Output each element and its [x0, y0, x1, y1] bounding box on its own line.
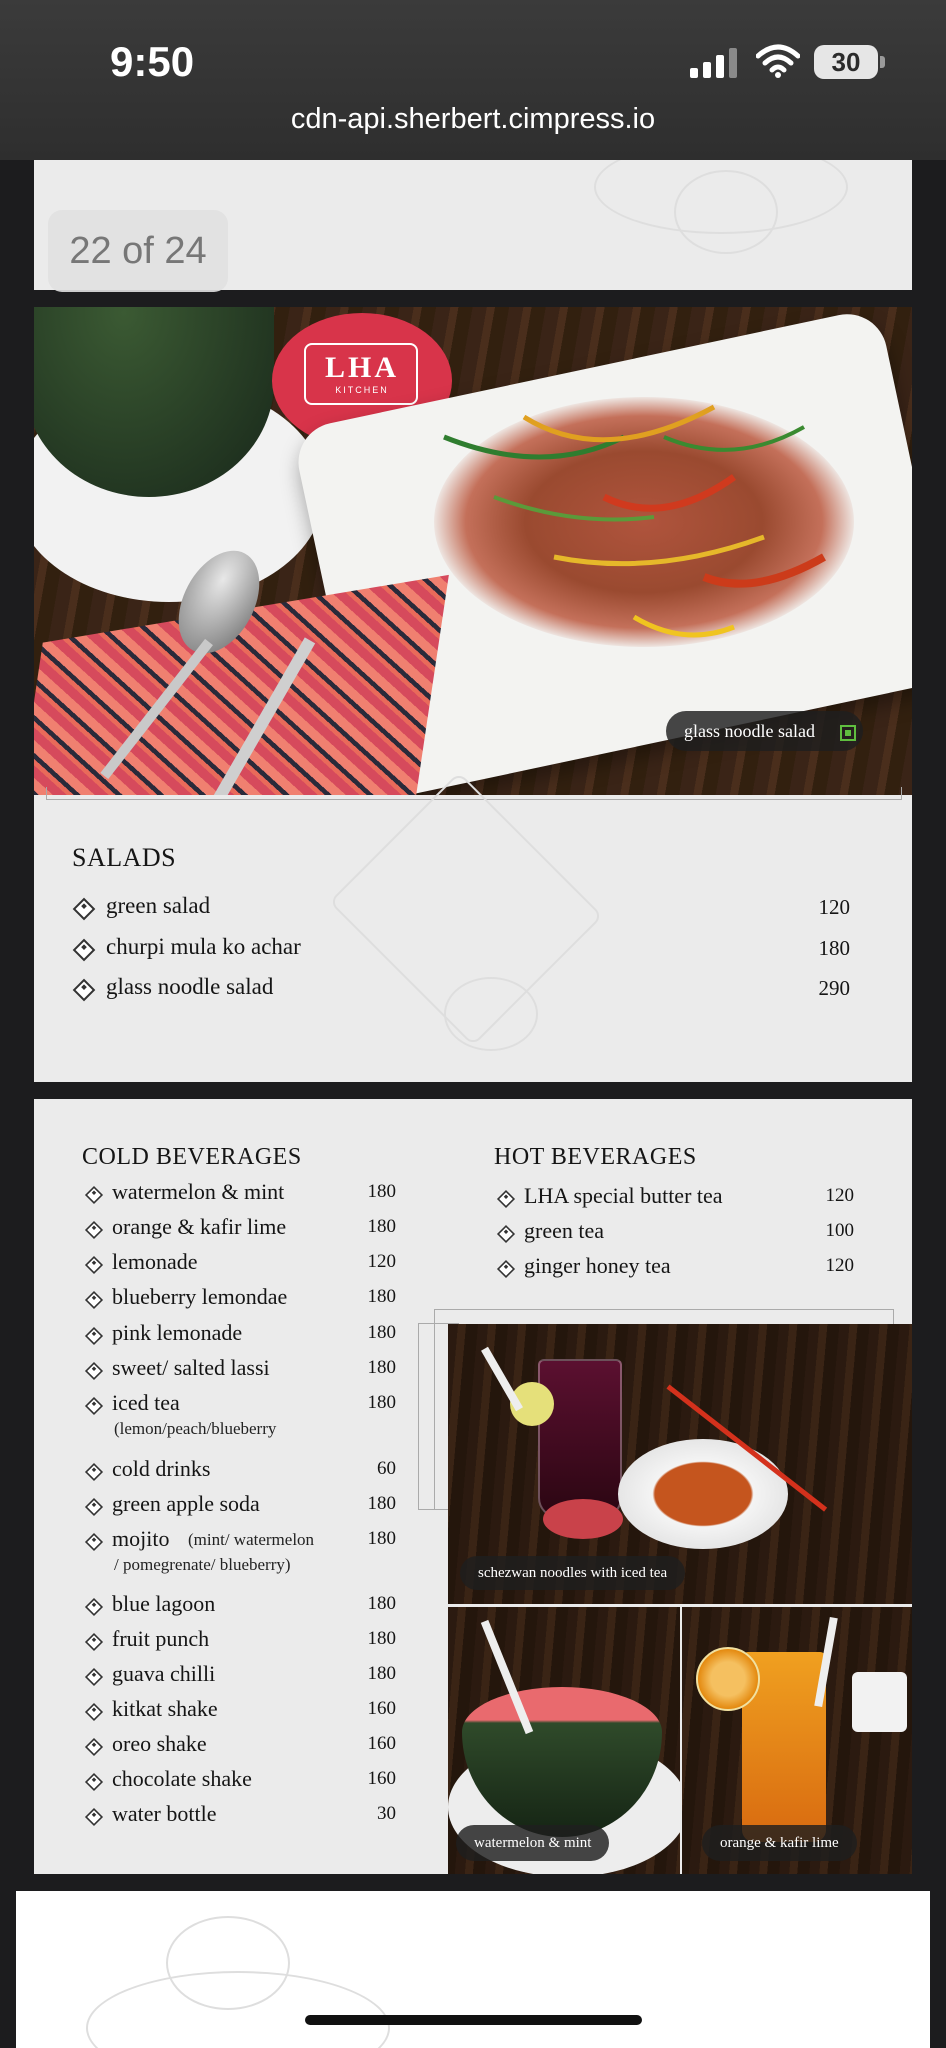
pdf-page-beverages: [34, 1099, 912, 1874]
item-price: 60: [377, 1458, 396, 1479]
menu-item: [86, 1179, 396, 1211]
diamond-bullet-icon: [497, 1260, 515, 1278]
item-price: 180: [367, 1181, 396, 1202]
battery-icon: 30: [814, 45, 878, 79]
item-price: 180: [367, 1628, 396, 1649]
diamond-bullet-icon: [85, 1633, 103, 1651]
salads-title: SALADS: [72, 843, 177, 872]
menu-item: [86, 1661, 396, 1693]
item-price: 100: [825, 1220, 854, 1241]
item-name: lemonade: [112, 1249, 198, 1274]
diamond-bullet-icon: [85, 1498, 103, 1516]
item-price: 160: [367, 1698, 396, 1719]
pdf-page-salads: [34, 307, 912, 1082]
menu-item: [86, 1390, 396, 1422]
cellular-signal-icon: [690, 48, 737, 78]
item-note-inline: (mint/ watermelon: [188, 1530, 315, 1549]
menu-item: [76, 893, 850, 925]
item-price: 180: [367, 1357, 396, 1378]
menu-item: [498, 1183, 854, 1215]
page-indicator: 22 of 24: [48, 210, 228, 292]
diamond-bullet-icon: [85, 1703, 103, 1721]
coaster-brand: LHA: [324, 351, 399, 384]
item-name: watermelon & mint: [112, 1179, 285, 1204]
item-name: iced tea: [112, 1390, 180, 1415]
glass-noodle-salad-photo: [34, 307, 912, 795]
item-name: orange & kafir lime: [112, 1214, 287, 1239]
diamond-bullet-icon: [85, 1327, 103, 1345]
item-price: 180: [367, 1528, 396, 1549]
item-price: 180: [367, 1216, 396, 1237]
menu-item: [86, 1249, 396, 1281]
menu-item: [86, 1591, 396, 1623]
diamond-bullet-icon: [85, 1397, 103, 1415]
item-name: kitkat shake: [112, 1696, 218, 1721]
diamond-bullet-icon: [73, 979, 96, 1002]
item-name: mojito: [112, 1526, 170, 1551]
menu-item: [86, 1731, 396, 1763]
menu-item: [86, 1626, 396, 1658]
iced-tea-glass: [538, 1359, 622, 1518]
item-price: 180: [367, 1663, 396, 1684]
item-name: pink lemonade: [112, 1320, 243, 1345]
orange-kafir-lime-photo: [682, 1607, 912, 1874]
menu-item: [86, 1766, 396, 1798]
diamond-bullet-icon: [85, 1221, 103, 1239]
item-price: 160: [367, 1733, 396, 1754]
menu-item: [498, 1218, 854, 1250]
photo-caption: glass noodle salad: [666, 711, 863, 751]
hot-beverages-title: HOT BEVERAGES: [494, 1144, 697, 1170]
item-price: 180: [367, 1593, 396, 1614]
menu-item: [86, 1491, 396, 1523]
menu-item: [76, 934, 850, 966]
menu-item: [86, 1696, 396, 1728]
diamond-bullet-icon: [85, 1186, 103, 1204]
veg-icon: [840, 725, 856, 741]
diamond-bullet-icon: [85, 1808, 103, 1826]
schezwan-noodles-photo: [448, 1324, 912, 1604]
menu-item: [86, 1355, 396, 1387]
diamond-bullet-icon: [497, 1225, 515, 1243]
cold-beverages-title: COLD BEVERAGES: [82, 1144, 302, 1170]
diamond-bullet-icon: [85, 1738, 103, 1756]
photo-caption: orange & kafir lime: [702, 1825, 857, 1861]
diamond-bullet-icon: [73, 898, 96, 921]
item-name: sweet/ salted lassi: [112, 1355, 270, 1380]
item-name: blueberry lemondae: [112, 1284, 288, 1309]
wifi-icon: [756, 44, 800, 78]
home-indicator[interactable]: [305, 2015, 642, 2025]
item-name: LHA special butter tea: [524, 1183, 723, 1208]
diamond-bullet-icon: [85, 1291, 103, 1309]
item-price: 290: [818, 976, 850, 1000]
diamond-bullet-icon: [497, 1190, 515, 1208]
url-bar[interactable]: cdn-api.sherbert.cimpress.io: [290, 103, 656, 135]
photo-caption: schezwan noodles with iced tea: [460, 1556, 685, 1590]
diamond-bullet-icon: [85, 1463, 103, 1481]
battery-tip: [880, 56, 885, 68]
item-name: green apple soda: [112, 1491, 260, 1516]
item-name: fruit punch: [112, 1626, 210, 1651]
decorative-lotus: [86, 1971, 390, 2048]
watermelon-mint-photo: [448, 1607, 680, 1874]
vegetable-strips: [404, 377, 884, 687]
item-price: 180: [367, 1392, 396, 1413]
browser-status-bar: [0, 0, 946, 160]
menu-item: [86, 1214, 396, 1246]
item-name: churpi mula ko achar: [106, 934, 301, 959]
item-name: chocolate shake: [112, 1766, 252, 1791]
menu-item: [76, 974, 850, 1006]
menu-item: [86, 1284, 396, 1316]
item-note: (lemon/peach/blueberry: [114, 1419, 277, 1438]
menu-item: [498, 1253, 854, 1285]
decorative-lotus: [594, 160, 848, 234]
item-price: 120: [825, 1255, 854, 1276]
menu-item: [86, 1456, 396, 1488]
item-name: oreo shake: [112, 1731, 207, 1756]
item-price: 30: [377, 1803, 396, 1824]
item-price: 120: [818, 895, 850, 919]
item-price: 120: [825, 1185, 854, 1206]
diamond-bullet-icon: [73, 939, 96, 962]
item-name: cold drinks: [112, 1456, 211, 1481]
item-name: water bottle: [112, 1801, 217, 1826]
item-price: 180: [367, 1493, 396, 1514]
menu-item: [86, 1320, 396, 1352]
diamond-bullet-icon: [85, 1362, 103, 1380]
diamond-bullet-icon: [85, 1256, 103, 1274]
item-price: 120: [367, 1251, 396, 1272]
photo-caption: watermelon & mint: [456, 1825, 609, 1861]
item-name: guava chilli: [112, 1661, 216, 1686]
item-name: green tea: [524, 1218, 604, 1243]
noodle-bowl: [618, 1439, 788, 1549]
item-price: 180: [367, 1322, 396, 1343]
item-note: / pomegrenate/ blueberry): [114, 1555, 291, 1574]
clock: 9:50: [110, 38, 195, 85]
item-price: 180: [367, 1286, 396, 1307]
diamond-bullet-icon: [85, 1598, 103, 1616]
item-name: glass noodle salad: [106, 974, 274, 999]
coaster-sub: KITCHEN: [335, 385, 389, 395]
item-name: green salad: [106, 893, 211, 918]
diamond-bullet-icon: [85, 1668, 103, 1686]
item-name: ginger honey tea: [524, 1253, 671, 1278]
item-price: 160: [367, 1768, 396, 1789]
menu-item: [86, 1801, 396, 1833]
diamond-bullet-icon: [85, 1773, 103, 1791]
item-price: 180: [818, 936, 850, 960]
item-name: blue lagoon: [112, 1591, 216, 1616]
diamond-bullet-icon: [85, 1533, 103, 1551]
